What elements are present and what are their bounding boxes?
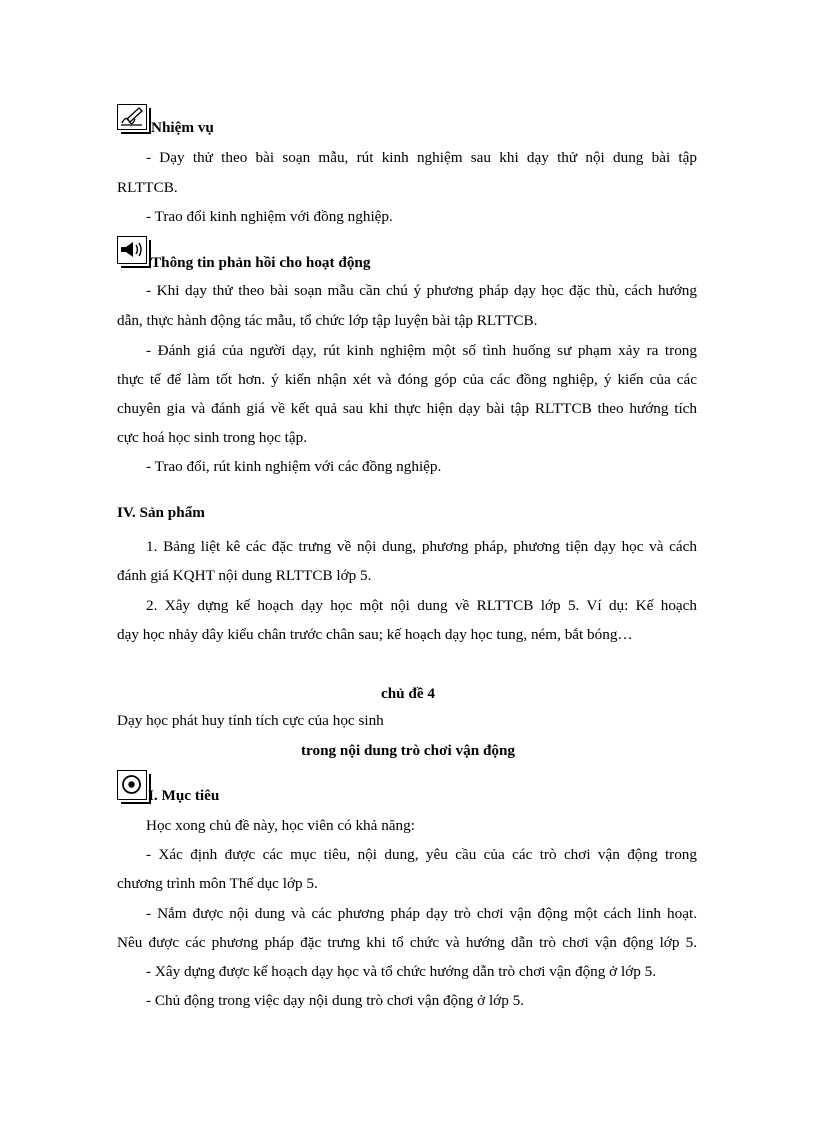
paragraph-line: 2. Xây dựng kế hoạch dạy học một nội dung về RLTTCB lớp 5. Ví dụ: Kế hoạch — [146, 597, 697, 614]
paragraph-line: đánh giá KQHT nội dung RLTTCB lớp 5. — [117, 567, 372, 584]
paragraph-line: - Dạy thử theo bài soạn mẫu, rút kinh nghiệm sau khi dạy thử nội dung bài tập — [146, 149, 697, 166]
paragraph-line: RLTTCB. — [117, 179, 178, 196]
paragraph-line: - Xác định được các mục tiêu, nội dung, yêu cầu của các trò chơi vận động trong — [146, 846, 697, 863]
paragraph-line: - Khi dạy thử theo bài soạn mẫu cần chú ý phương pháp dạy học đặc thù, cách hướng — [146, 282, 697, 299]
pencil-writing-icon — [117, 104, 147, 130]
paragraph-line: Học xong chủ đề này, học viên có khả năng: — [146, 817, 415, 834]
section-heading-tasks: Nhiệm vụ — [151, 119, 214, 136]
paragraph-line: thực tế để làm tốt hơn. ý kiến nhận xét và đóng góp của các đồng nghiệp, ý kiến của các — [117, 371, 697, 388]
paragraph-line: - Đánh giá của người dạy, rút kinh nghiệm một số tình huống sư phạm xảy ra trong — [146, 342, 697, 359]
paragraph-line: - Trao đổi kinh nghiệm với đồng nghiệp. — [146, 208, 393, 225]
paragraph-line: dạy học nhảy dây kiểu chân trước chân sau; kế hoạch dạy học tung, ném, bắt bóng… — [117, 626, 633, 643]
paragraph-line: - Trao đổi, rút kinh nghiệm với các đồng nghiệp. — [146, 458, 442, 475]
paragraph-line: - Xây dựng được kế hoạch dạy học và tổ chức hướng dẫn trò chơi vận động ở lớp 5. — [146, 963, 657, 980]
topic-subtitle: Dạy học phát huy tính tích cực của học sinh — [117, 712, 384, 729]
paragraph-line: 1. Bảng liệt kê các đặc trưng về nội dung, phương pháp, phương tiện dạy học và cách — [146, 538, 697, 555]
paragraph-line: Nêu được các phương pháp đặc trưng khi tổ chức và hướng dẫn trò chơi vận động lớp 5. — [117, 934, 697, 951]
section-heading-objectives: I. Mục tiêu — [148, 787, 220, 804]
section-heading-feedback: Thông tin phản hồi cho hoạt động — [151, 254, 371, 271]
megaphone-icon — [117, 236, 147, 264]
paragraph-line: cực hoá học sinh trong học tập. — [117, 429, 308, 446]
paragraph-line: - Chủ động trong việc dạy nội dung trò chơi vận động ở lớp 5. — [146, 992, 524, 1009]
paragraph-line: chuyên gia và đánh giá về kết quả sau khi thực hiện dạy bài tập RLTTCB theo hướng tích — [117, 400, 697, 417]
target-icon — [117, 770, 147, 800]
topic-title: chủ đề 4 — [380, 685, 435, 702]
paragraph-line: - Nắm được nội dung và các phương pháp dạy trò chơi vận động một cách linh hoạt. — [146, 905, 697, 922]
section-heading-products: IV. Sản phẩm — [117, 504, 205, 521]
topic-subtitle-2: trong nội dung trò chơi vận động — [300, 742, 516, 759]
paragraph-line: chương trình môn Thể dục lớp 5. — [117, 875, 318, 892]
paragraph-line: dẫn, thực hành động tác mẫu, tổ chức lớp tập luyện bài tập RLTTCB. — [117, 312, 538, 329]
